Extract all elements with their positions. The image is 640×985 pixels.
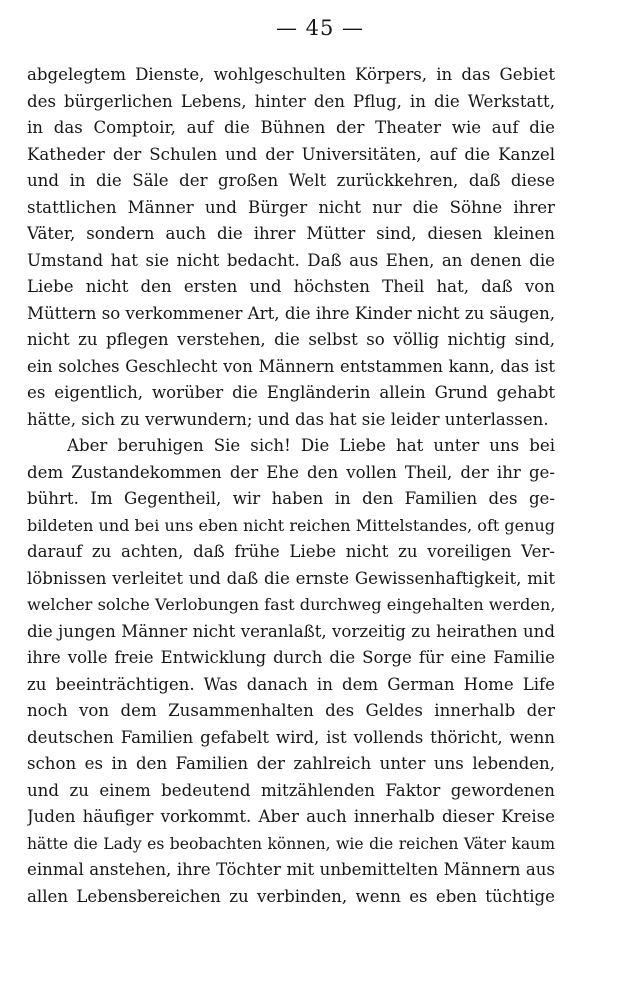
text-line: einmal anstehen, ihre Töchter mit unbemittelten Männern aus [27,860,555,879]
text-line: Väter, sondern auch die ihrer Mütter sind, diesen kleinen [27,224,555,243]
body-text [27,62,555,910]
text-line: und in die Säle der großen Welt zurückkehren, daß diese [27,171,555,190]
text-line: deutschen Familien gefabelt wird, ist vollends thöricht, wenn [27,727,555,747]
text-line: bührt. Im Gegentheil, wir haben in den Familien des ge- [27,489,555,508]
text-line: ein solches Geschlecht von Männern entstammen kann, das ist [27,356,555,376]
text-line: abgelegtem Dienste, wohlgeschulten Körpers, in das Gebiet [27,65,555,84]
text-line: löbnissen verleitet und daß die ernste Gewissenhaftigkeit, mit [27,568,555,588]
text-line: zu beeinträchtigen. Was danach in dem German Home Life [27,674,555,694]
text-line: die jungen Männer nicht veranlaßt, vorzeitig zu heirathen und [27,621,555,641]
text-line: allen Lebensbereichen zu verbinden, wenn es eben tüchtige [27,886,555,906]
page-number: — 45 — [275,16,365,40]
text-line: und zu einem bedeutend mitzählenden Faktor gewordenen [27,780,555,800]
text-line: welcher solche Verlobungen fast durchweg eingehalten werden, [27,595,555,614]
text-line: nicht zu pflegen verstehen, die selbst so völlig nichtig sind, [27,330,555,349]
text-line: hätte die Lady es beobachten können, wie die reichen Väter kaum [27,834,555,853]
text-line: ihre volle freie Entwicklung durch die Sorge für eine Familie [27,648,555,667]
text-line: stattlichen Männer und Bürger nicht nur die Söhne ihrer [27,197,555,217]
text-line: dem Zustandekommen der Ehe den vollen Theil, der ihr ge- [27,462,555,482]
text-line: Müttern so verkommener Art, die ihre Kinder nicht zu säugen, [27,303,555,323]
text-line: es eigentlich, worüber die Engländerin allein Grund gehabt [27,383,555,402]
text-line: bildeten und bei uns eben nicht reichen Mittelstandes, oft genug [27,515,555,535]
text-line: Katheder der Schulen und der Universitäten, auf die Kanzel [27,144,555,164]
text-line: Juden häufiger vorkommt. Aber auch innerhalb dieser Kreise [27,807,555,826]
text-line: des bürgerlichen Lebens, hinter den Pflug, in die Werkstatt, [27,91,555,111]
text-line: darauf zu achten, daß frühe Liebe nicht zu voreiligen Ver- [27,542,555,561]
text-line: schon es in den Familien der zahlreich unter uns lebenden, [27,754,555,773]
text-line: Umstand hat sie nicht bedacht. Daß aus Ehen, an denen die [27,250,555,270]
text-line: noch von dem Zusammenhalten des Geldes innerhalb der [27,701,555,720]
paragraph-end-line: hätte, sich zu verwundern; und das hat sie leider unterlassen. [27,409,549,429]
paragraph-start-line: Aber beruhigen Sie sich! Die Liebe hat unter uns bei [67,436,555,455]
text-line: in das Comptoir, auf die Bühnen der Theater wie auf die [27,118,555,137]
text-line: Liebe nicht den ersten und höchsten Theil hat, daß von [27,277,555,296]
